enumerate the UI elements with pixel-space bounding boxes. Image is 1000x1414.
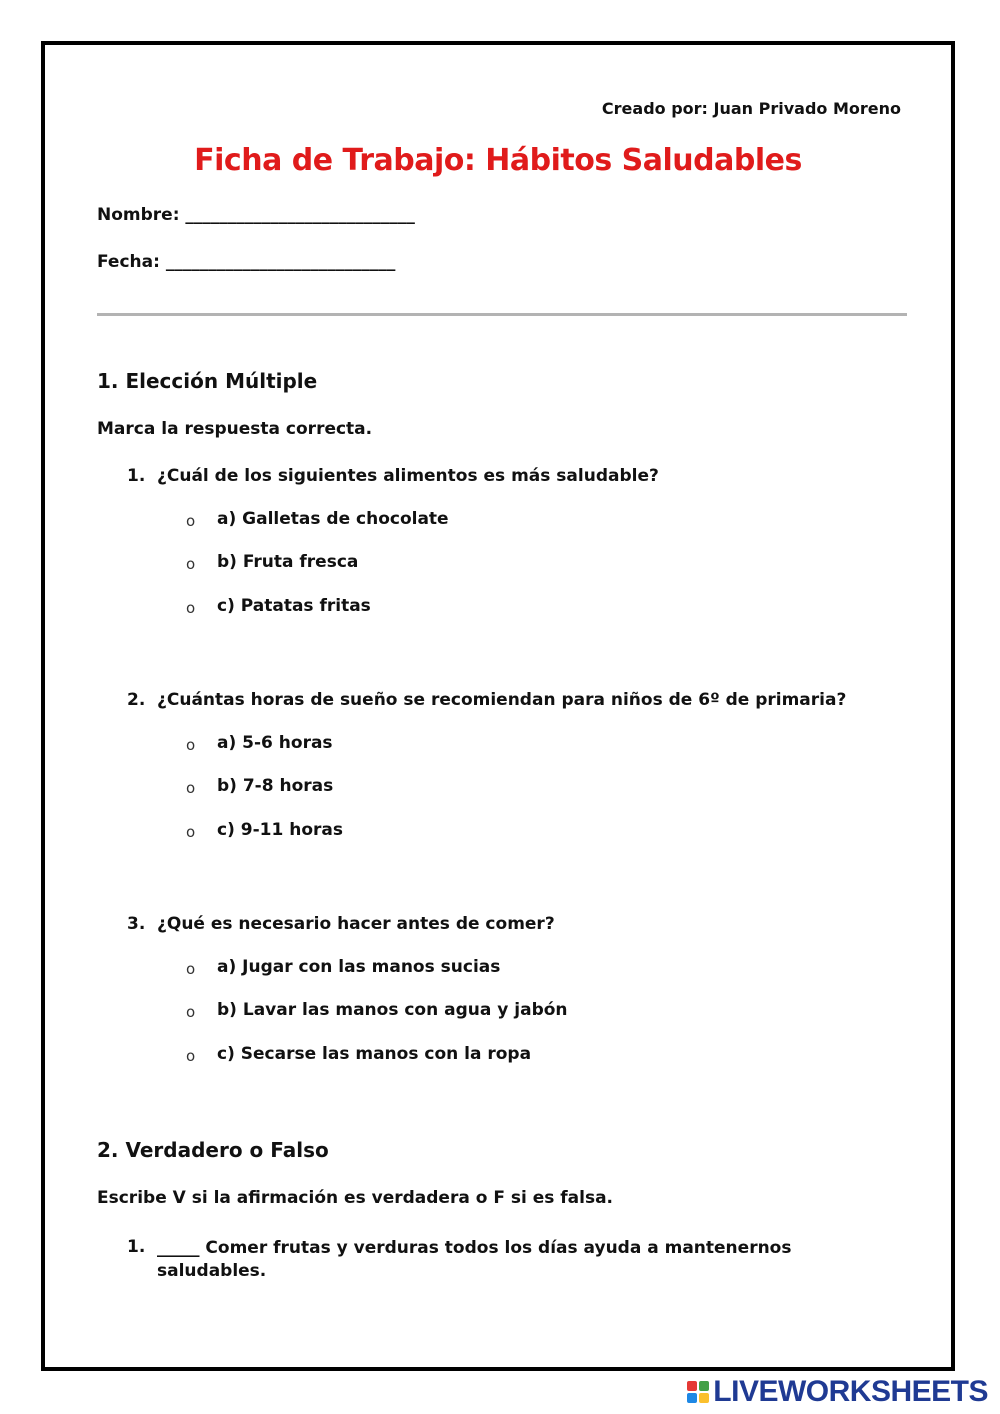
question-text: ¿Cuál de los siguientes alimentos es más saludable? — [157, 466, 659, 486]
creator-credit: Creado por: Juan Privado Moreno — [601, 99, 901, 118]
question-text: ¿Cuántas horas de sueño se recomiendan para niños de 6º de primaria? — [157, 690, 847, 710]
question-number: 3. — [127, 914, 146, 934]
date-field[interactable]: Fecha: ___________________________ — [97, 252, 396, 272]
option-radio[interactable]: o — [186, 823, 196, 841]
liveworksheets-logo — [687, 1375, 988, 1409]
option-radio[interactable]: o — [186, 555, 196, 573]
section-instruction: Marca la respuesta correcta. — [97, 419, 373, 439]
answer-option[interactable]: a) 5-6 horas — [217, 733, 333, 753]
true-false-statement[interactable]: _____ Comer frutas y verduras todos los días ayuda a mantenernos saludables. — [157, 1238, 792, 1281]
statement-number: 1. — [127, 1237, 146, 1257]
page-title: Ficha de Trabajo: Hábitos Saludables — [194, 143, 802, 178]
worksheet-page — [41, 41, 955, 1371]
section-instruction: Escribe V si la afirmación es verdadera o F si es falsa. — [97, 1188, 614, 1208]
answer-option[interactable]: a) Jugar con las manos sucias — [217, 957, 501, 977]
answer-option[interactable]: b) Fruta fresca — [217, 552, 359, 572]
option-radio[interactable]: o — [186, 736, 196, 754]
option-radio[interactable]: o — [186, 960, 196, 978]
option-radio[interactable]: o — [186, 779, 196, 797]
answer-option[interactable]: b) Lavar las manos con agua y jabón — [217, 1000, 568, 1020]
liveworksheets-logo-icon — [687, 1381, 709, 1403]
answer-option[interactable]: c) 9-11 horas — [217, 820, 343, 840]
question-number: 2. — [127, 690, 146, 710]
option-radio[interactable]: o — [186, 1003, 196, 1021]
option-radio[interactable]: o — [186, 599, 196, 617]
logo-wordmark: LIVEWORKSHEETS — [713, 1375, 988, 1408]
option-radio[interactable]: o — [186, 1047, 196, 1065]
answer-option[interactable]: c) Secarse las manos con la ropa — [217, 1044, 532, 1064]
section-heading-true-false: 2. Verdadero o Falso — [97, 1138, 329, 1162]
divider — [97, 313, 907, 316]
section-heading-multiple-choice: 1. Elección Múltiple — [97, 369, 318, 393]
name-field[interactable]: Nombre: ___________________________ — [97, 205, 415, 225]
answer-option[interactable]: b) 7-8 horas — [217, 776, 334, 796]
question-text: ¿Qué es necesario hacer antes de comer? — [157, 914, 555, 934]
answer-option[interactable]: c) Patatas fritas — [217, 596, 371, 616]
option-radio[interactable]: o — [186, 512, 196, 530]
answer-option[interactable]: a) Galletas de chocolate — [217, 509, 449, 529]
question-number: 1. — [127, 466, 146, 486]
